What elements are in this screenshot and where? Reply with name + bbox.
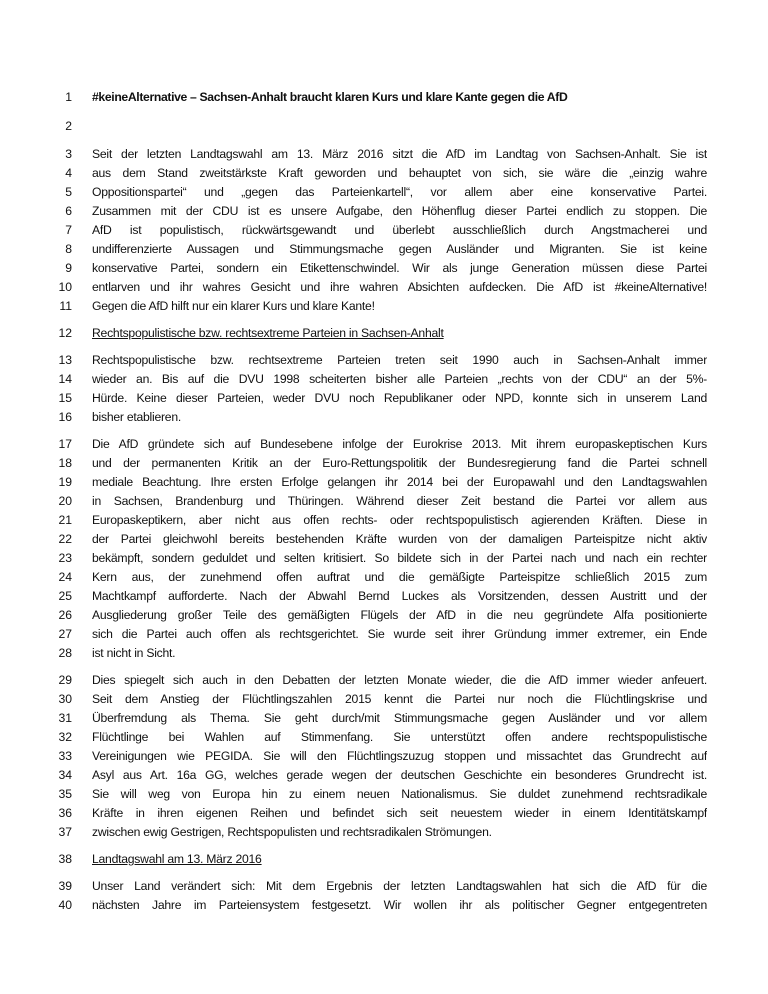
document-line (0, 511, 768, 530)
line-text: aus dem Stand zweitstärkste Kraft geworden und behauptet von sich, sie wäre die „einzig wahre (92, 166, 707, 180)
line-text: Gegen die AfD hilft nur ein klarer Kurs und klare Kante! (92, 299, 375, 313)
document-line (0, 117, 768, 136)
document-line (0, 370, 768, 389)
line-text: Überfremdung als Thema. Sie geht durch/mit Stimmungsmache gegen Ausländer und vor allem (92, 711, 707, 725)
line-number: 39 (58, 879, 72, 893)
document-line (0, 202, 768, 221)
line-number: 13 (58, 353, 72, 367)
line-number: 7 (65, 223, 72, 237)
line-text: entlarven und ihr wahres Gesicht und ihre wahren Absichten aufdecken. Die AfD ist #keineAlternative! (92, 280, 707, 294)
section-heading: Landtagswahl am 13. März 2016 (92, 852, 262, 866)
document-line (0, 408, 768, 427)
document-line (0, 644, 768, 663)
document-line (0, 473, 768, 492)
line-number: 12 (58, 326, 72, 340)
line-number: 14 (58, 372, 72, 386)
line-text: der Partei gleichwohl bereits bestehenden Kräfte wurden von der damaligen Parteispitze nicht aktiv (92, 532, 707, 546)
line-text: Ausgliederung großer Teile des gemäßigten Flügels der AfD in die neu gegründete Alfa positionierte (92, 608, 707, 622)
section-heading: Rechtspopulistische bzw. rechtsextreme Parteien in Sachsen-Anhalt (92, 326, 444, 340)
line-text: undifferenzierte Aussagen und Stimmungsmache gegen Ausländer und Migranten. Sie ist keine (92, 242, 707, 256)
line-number: 8 (65, 242, 72, 256)
line-number: 17 (58, 437, 72, 451)
document-line (0, 747, 768, 766)
line-number: 22 (58, 532, 72, 546)
line-text: Sie will weg von Europa hin zu einem neuen Nationalismus. Sie duldet zunehmend rechtsradikale (92, 787, 707, 801)
line-text: nächsten Jahre im Parteiensystem festgesetzt. Wir wollen ihr als politischer Gegner entgegentreten (92, 898, 707, 912)
line-number: 2 (65, 119, 72, 133)
document-line (0, 804, 768, 823)
line-text: Dies spiegelt sich auch in den Debatten der letzten Monate wieder, die die AfD immer wieder anfeuert. (92, 673, 707, 687)
document-line (0, 530, 768, 549)
line-text: Rechtspopulistische bzw. rechtsextreme Parteien treten seit 1990 auch in Sachsen-Anhalt immer (92, 353, 707, 367)
document-line (0, 690, 768, 709)
document-line (0, 896, 768, 915)
document-line (0, 259, 768, 278)
document-line (0, 183, 768, 202)
line-text: Machtkampf aufforderte. Nach der Abwahl Bernd Luckes als Vorsitzenden, dessen Austritt und der (92, 589, 707, 603)
line-number: 21 (58, 513, 72, 527)
line-text: Hürde. Keine dieser Parteien, weder DVU noch Republikaner oder NPD, konnte sich in unserem Land (92, 391, 707, 405)
line-text: Kräfte in ihren eigenen Reihen und befindet sich seit neuestem wieder in einem Identitätskampf (92, 806, 707, 820)
document-line (0, 766, 768, 785)
line-number: 31 (58, 711, 72, 725)
line-text: ist nicht in Sicht. (92, 646, 176, 660)
line-text: Kern aus, der zunehmend offen auftrat und die gemäßigte Parteispitze schließlich 2015 zum (92, 570, 707, 584)
line-number: 29 (58, 673, 72, 687)
document-line (0, 324, 768, 343)
line-number: 10 (58, 280, 72, 294)
line-number: 27 (58, 627, 72, 641)
line-text: Zusammen mit der CDU ist es unsere Aufgabe, den Höhenflug dieser Partei endlich zu stoppen. Die (92, 204, 707, 218)
document-line (0, 785, 768, 804)
line-text: in Sachsen, Brandenburg und Thüringen. Während dieser Zeit bestand die Partei vor allem aus (92, 494, 707, 508)
line-number: 3 (65, 147, 72, 161)
line-text: Vereinigungen wie PEGIDA. Sie will den Flüchtlingszuzug stoppen und missachtet das Grundrecht auf (92, 749, 707, 763)
line-number: 35 (58, 787, 72, 801)
line-number: 25 (58, 589, 72, 603)
document-line (0, 850, 768, 869)
line-text: sich die Partei auch offen als rechtsgerichtet. Sie wurde seit ihrer Gründung immer extremer, ein Ende (92, 627, 707, 641)
line-number: 30 (58, 692, 72, 706)
document-line (0, 240, 768, 259)
line-text: Seit dem Anstieg der Flüchtlingszahlen 2015 kennt die Partei nur noch die Flüchtlingskrise und (92, 692, 707, 706)
document-line (0, 709, 768, 728)
line-number: 34 (58, 768, 72, 782)
line-number: 37 (58, 825, 72, 839)
line-text: Unser Land verändert sich: Mit dem Ergebnis der letzten Landtagswahlen hat sich die AfD für die (92, 879, 707, 893)
document-line (0, 389, 768, 408)
line-text: bekämpft, sondern geduldet und selten kritisiert. So bildete sich in der Partei nach und nach ein rechter (92, 551, 707, 565)
document-line (0, 877, 768, 896)
line-number: 33 (58, 749, 72, 763)
document-line (0, 164, 768, 183)
line-number: 19 (58, 475, 72, 489)
line-text: Seit der letzten Landtagswahl am 13. März 2016 sitzt die AfD im Landtag von Sachsen-Anhalt. Sie ist (92, 147, 707, 161)
document-line (0, 606, 768, 625)
document-line (0, 568, 768, 587)
document-line (0, 587, 768, 606)
line-number: 6 (65, 204, 72, 218)
line-text: zwischen ewig Gestrigen, Rechtspopulisten und rechtsradikalen Strömungen. (92, 825, 492, 839)
document-line (0, 351, 768, 370)
document-line (0, 435, 768, 454)
line-number: 1 (65, 90, 72, 104)
line-number: 11 (59, 299, 72, 313)
line-text: Flüchtlinge bei Wahlen auf Stimmenfang. Sie unterstützt offen andere rechtspopulistische (92, 730, 707, 744)
document-line (0, 454, 768, 473)
document-line (0, 297, 768, 316)
document-line (0, 492, 768, 511)
line-text: wieder an. Bis auf die DVU 1998 scheiterten bisher alle Parteien „rechts von der CDU“ an der 5%- (92, 372, 707, 386)
document-line (0, 625, 768, 644)
document-line (0, 88, 768, 107)
line-number: 38 (58, 852, 72, 866)
line-number: 5 (65, 185, 72, 199)
line-number: 36 (58, 806, 72, 820)
line-text: Oppositionspartei“ und „gegen das Parteienkartell“, vor allem aber eine konservative Partei. (92, 185, 707, 199)
line-number: 24 (58, 570, 72, 584)
line-text: konservative Partei, sondern ein Etikettenschwindel. Wir als junge Generation müssen diese Partei (92, 261, 707, 275)
line-number: 20 (58, 494, 72, 508)
line-text: AfD ist populistisch, rückwärtsgewandt und überlebt ausschließlich durch Angstmacherei und (92, 223, 707, 237)
document-line (0, 549, 768, 568)
line-text: Asyl aus Art. 16a GG, welches gerade wegen der deutschen Geschichte ein besonderes Grundrecht ist. (92, 768, 707, 782)
document-line (0, 823, 768, 842)
line-number: 4 (65, 166, 72, 180)
line-number: 32 (58, 730, 72, 744)
line-number: 23 (58, 551, 72, 565)
line-text: und der permanenten Kritik an der Euro-Rettungspolitik der Bundesregierung fand die Partei schnell (92, 456, 707, 470)
line-text: Die AfD gründete sich auf Bundesebene infolge der Eurokrise 2013. Mit ihrem europaskeptischen Kurs (92, 437, 707, 451)
line-number: 9 (65, 261, 72, 275)
line-number: 16 (58, 410, 72, 424)
line-number: 40 (58, 898, 72, 912)
line-number: 15 (58, 391, 72, 405)
line-text: bisher etablieren. (92, 410, 181, 424)
document-line (0, 728, 768, 747)
line-number: 26 (58, 608, 72, 622)
line-number: 18 (58, 456, 72, 470)
document-line (0, 221, 768, 240)
line-text: mediale Beachtung. Ihre ersten Erfolge gelangen ihr 2014 bei der Europawahl und den Landtagswahlen (92, 475, 707, 489)
line-text: Europaskeptikern, aber nicht aus offen rechts- oder rechtspopulistisch agierenden Kräften. Diese in (92, 513, 707, 527)
document-line (0, 145, 768, 164)
document-line (0, 671, 768, 690)
document-line (0, 278, 768, 297)
line-number: 28 (58, 646, 72, 660)
document-title: #keineAlternative – Sachsen-Anhalt braucht klaren Kurs und klare Kante gegen die AfD (92, 90, 568, 104)
